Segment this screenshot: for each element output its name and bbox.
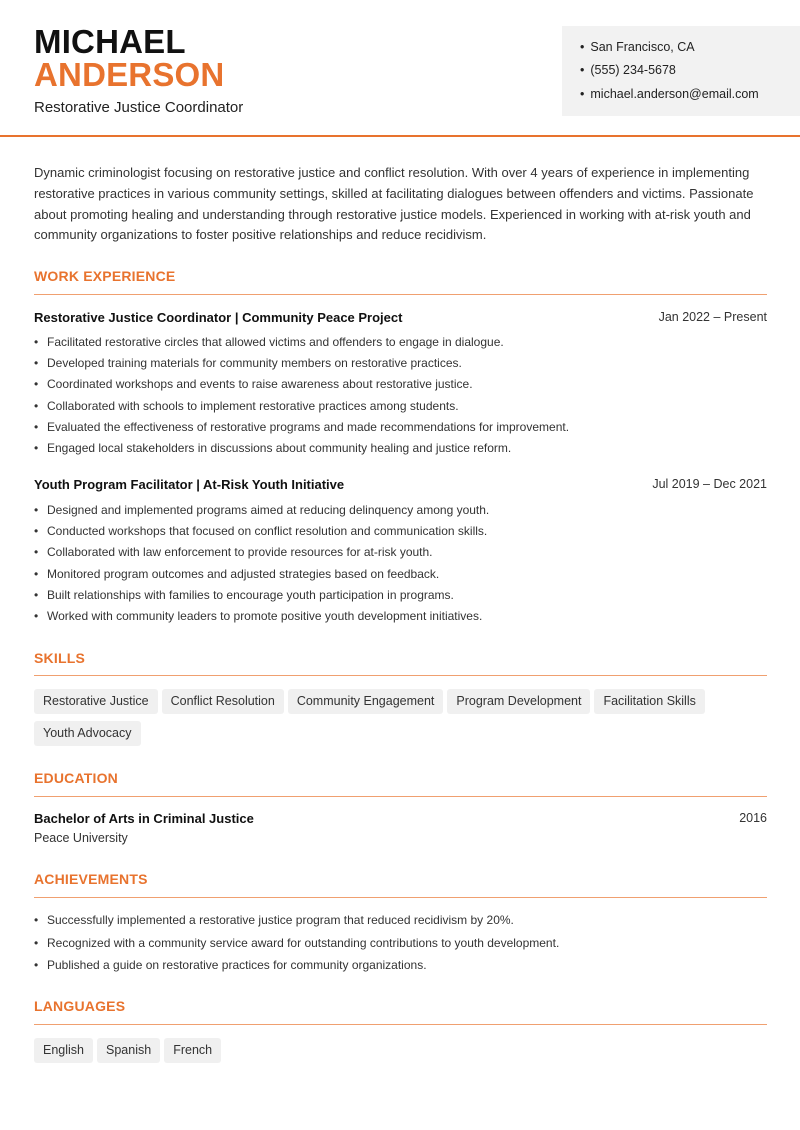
skill-tag: Program Development: [447, 689, 590, 714]
education-school: Peace University: [34, 831, 128, 845]
job-title: Restorative Justice Coordinator: [34, 99, 244, 116]
skill-tag: Conflict Resolution: [162, 689, 284, 714]
contact-phone: • (555) 234-5678: [580, 63, 676, 77]
education-degree: Bachelor of Arts in Criminal Justice: [34, 811, 254, 826]
summary: Dynamic criminologist focusing on restorative justice and conflict resolution. With over 4 years of experience in implementing restorative practices in various community settings, skilled at facilitating dialogues between offenders and victims. Passionate about promoting healing and understanding through restorative justice models. Experienced in working with at-risk youth and community organizations to foster positive relationships and reduce recidivism.: [34, 165, 754, 243]
job-header: [34, 477, 767, 492]
list-item: • Collaborated with schools to implement restorative practices among students.: [34, 396, 767, 417]
first-name: MICHAEL: [34, 23, 186, 60]
list-item: • Developed training materials for community members on restorative practices.: [34, 353, 767, 374]
skill-tag: Community Engagement: [288, 689, 444, 714]
list-item: • Engaged local stakeholders in discussions about community healing and justice reform.: [34, 438, 767, 459]
section-title-achievements: ACHIEVEMENTS: [34, 871, 148, 887]
section-title-work: WORK EXPERIENCE: [34, 268, 176, 284]
header-divider: [0, 135, 800, 137]
education-year: 2016: [739, 811, 767, 825]
skill-tag: Facilitation Skills: [594, 689, 704, 714]
list-item: • Designed and implemented programs aimed at reducing delinquency among youth.: [34, 500, 767, 521]
list-item: • Worked with community leaders to promote positive youth development initiatives.: [34, 606, 767, 627]
section-divider: [34, 675, 767, 676]
resume-header: [0, 0, 800, 136]
list-item: • Recognized with a community service award for outstanding contributions to youth development.: [34, 933, 767, 956]
list-item: • Evaluated the effectiveness of restorative programs and made recommendations for improvement.: [34, 417, 767, 438]
skills-list: [34, 689, 774, 753]
contact-box: [562, 26, 800, 116]
languages-list: [34, 1038, 774, 1070]
list-item: • Monitored program outcomes and adjusted strategies based on feedback.: [34, 564, 767, 585]
list-item: • Conducted workshops that focused on conflict resolution and communication skills.: [34, 521, 767, 542]
contact-email[interactable]: • michael.anderson@email.com: [580, 87, 759, 101]
job-role: Restorative Justice Coordinator | Community Peace Project: [34, 310, 403, 325]
section-divider: [34, 796, 767, 797]
section-divider: [34, 897, 767, 898]
list-item: • Coordinated workshops and events to raise awareness about restorative justice.: [34, 374, 767, 395]
last-name: ANDERSON: [34, 56, 225, 93]
section-title-languages: LANGUAGES: [34, 998, 126, 1014]
list-item: • Collaborated with law enforcement to provide resources for at-risk youth.: [34, 542, 767, 563]
job-dates: Jul 2019 – Dec 2021: [652, 477, 767, 491]
section-divider: [34, 1024, 767, 1025]
list-item: • Built relationships with families to encourage youth participation in programs.: [34, 585, 767, 606]
job-role: Youth Program Facilitator | At-Risk Youth Initiative: [34, 477, 345, 492]
job-header: [34, 310, 767, 325]
skill-tag: Youth Advocacy: [34, 721, 141, 746]
achievement-bullets: [34, 910, 767, 978]
list-item: • Successfully implemented a restorative justice program that reduced recidivism by 20%.: [34, 910, 767, 933]
section-title-skills: SKILLS: [34, 650, 85, 666]
list-item: • Published a guide on restorative practices for community organizations.: [34, 955, 767, 978]
list-item: • Facilitated restorative circles that allowed victims and offenders to engage in dialogue.: [34, 332, 767, 353]
section-divider: [34, 294, 767, 295]
language-tag: English: [34, 1038, 93, 1063]
job-bullets: [34, 332, 767, 459]
contact-location: • San Francisco, CA: [580, 40, 695, 54]
job-bullets: [34, 500, 767, 627]
language-tag: Spanish: [97, 1038, 160, 1063]
skill-tag: Restorative Justice: [34, 689, 158, 714]
language-tag: French: [164, 1038, 221, 1063]
job-dates: Jan 2022 – Present: [658, 310, 767, 324]
section-title-education: EDUCATION: [34, 770, 118, 786]
